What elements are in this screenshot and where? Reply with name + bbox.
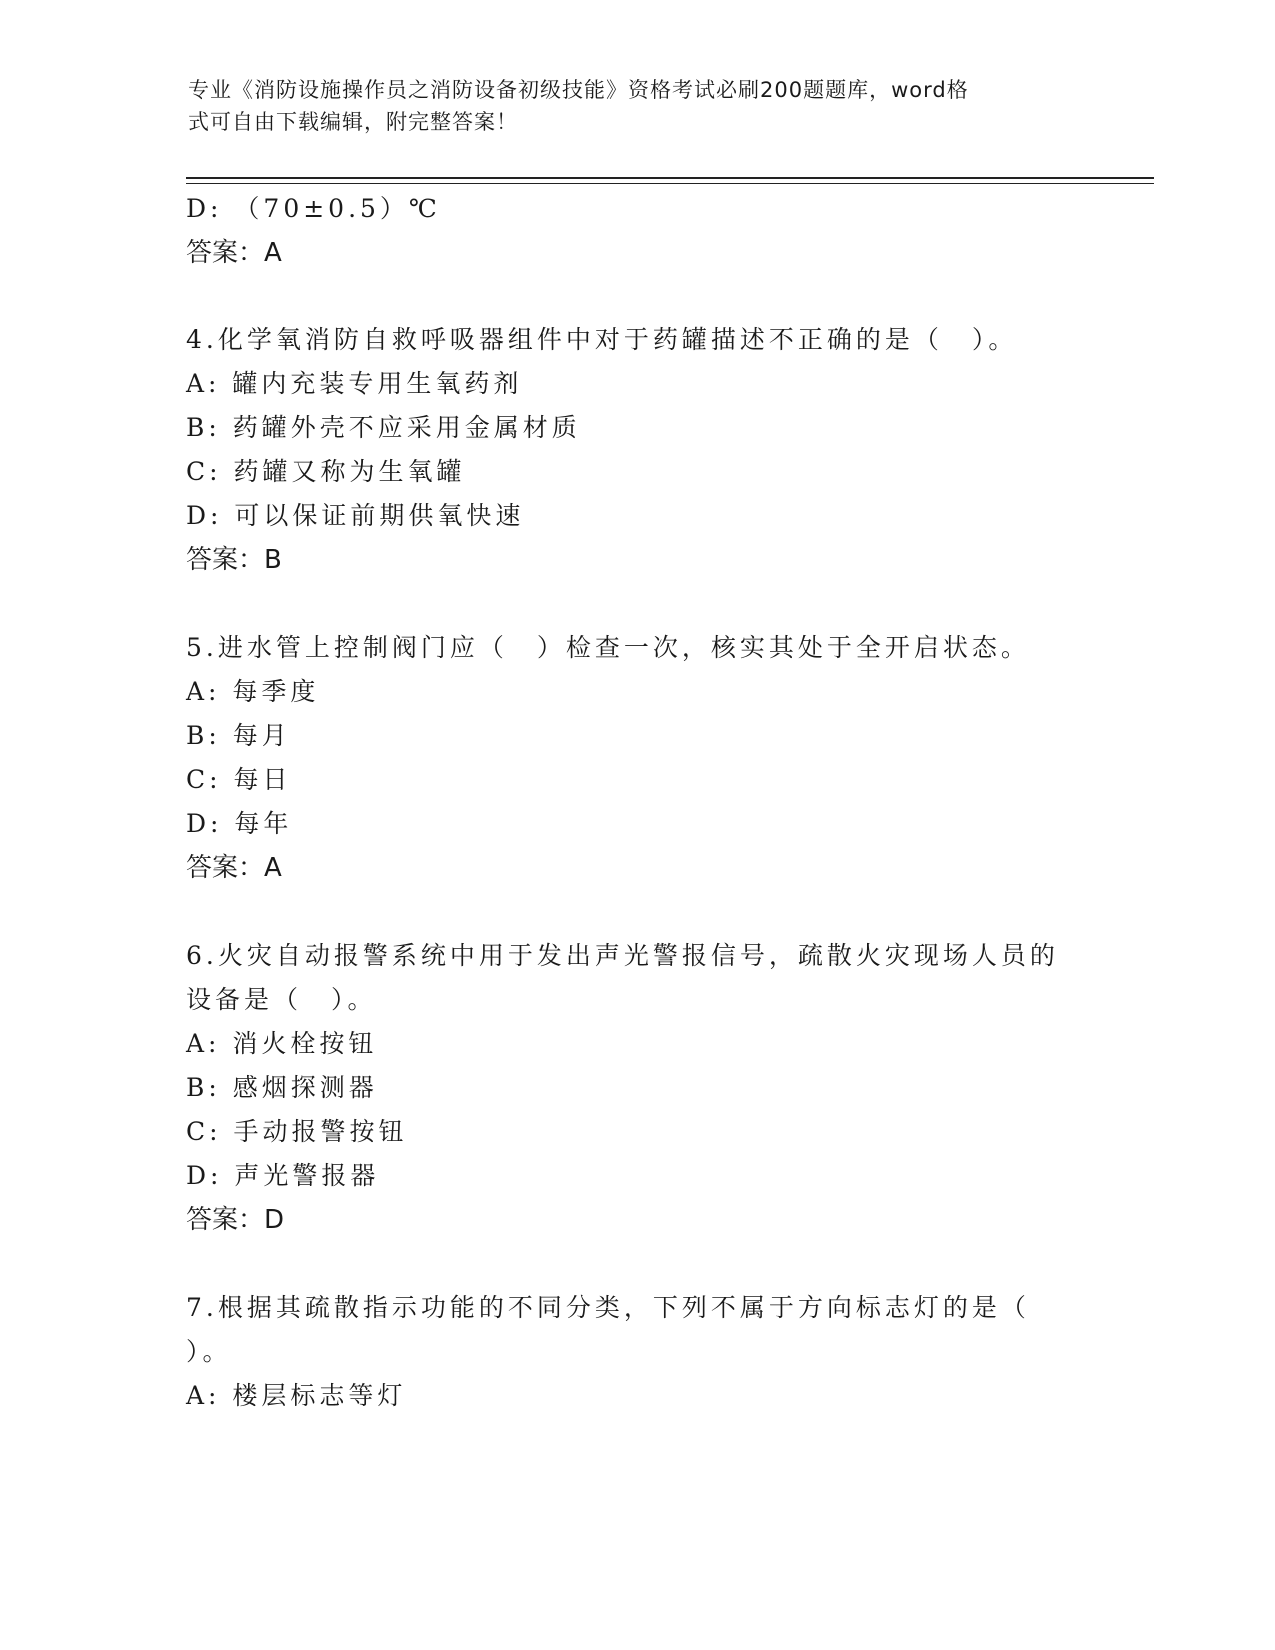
header-divider-thick (186, 177, 1154, 179)
header-line-1: 专业《消防设施操作员之消防设备初级技能》资格考试必刷200题题库，word格 (188, 78, 969, 102)
q4-stem: 4.化学氧消防自救呼吸器组件中对于药罐描述不正确的是（ ）。 (186, 325, 1018, 354)
q4-option-b: B: 药罐外壳不应采用金属材质 (186, 413, 581, 442)
header-divider-thin (186, 183, 1154, 184)
q6-stem-line-1: 6.火灾自动报警系统中用于发出声光警报信号，疏散火灾现场人员的 (186, 941, 1059, 970)
header-line-2: 式可自由下载编辑，附完整答案！ (188, 110, 518, 134)
q4-option-d: D: 可以保证前期供氧快速 (186, 501, 525, 530)
q4-option-a: A: 罐内充装专用生氧药剂 (186, 369, 523, 398)
document-header (188, 74, 1068, 138)
q5-option-c: C: 每日 (186, 765, 292, 794)
q7-option-a: A: 楼层标志等灯 (186, 1381, 407, 1410)
q4-answer: 答案：B (186, 545, 282, 575)
q5-answer: 答案：A (186, 853, 282, 883)
q5-option-d: D: 每年 (186, 809, 293, 838)
q4-option-c: C: 药罐又称为生氧罐 (186, 457, 466, 486)
q6-answer: 答案：D (186, 1205, 285, 1235)
q7-stem-line-2: ）。 (186, 1337, 232, 1366)
q6-option-b: B: 感烟探测器 (186, 1073, 378, 1102)
q5-option-b: B: 每月 (186, 721, 291, 750)
prev-answer: 答案：A (186, 238, 282, 268)
q6-option-a: A: 消火栓按钮 (186, 1029, 378, 1058)
q7-stem-line-1: 7.根据其疏散指示功能的不同分类，下列不属于方向标志灯的是（ (186, 1293, 1030, 1322)
q6-option-c: C: 手动报警按钮 (186, 1117, 408, 1146)
q6-option-d: D: 声光警报器 (186, 1161, 380, 1190)
q5-stem: 5.进水管上控制阀门应（ ）检查一次，核实其处于全开启状态。 (186, 633, 1030, 662)
prev-option-d: D: （70±0.5）℃ (186, 194, 441, 223)
q5-option-a: A: 每季度 (186, 677, 320, 706)
q6-stem-line-2: 设备是（ ）。 (186, 985, 377, 1014)
